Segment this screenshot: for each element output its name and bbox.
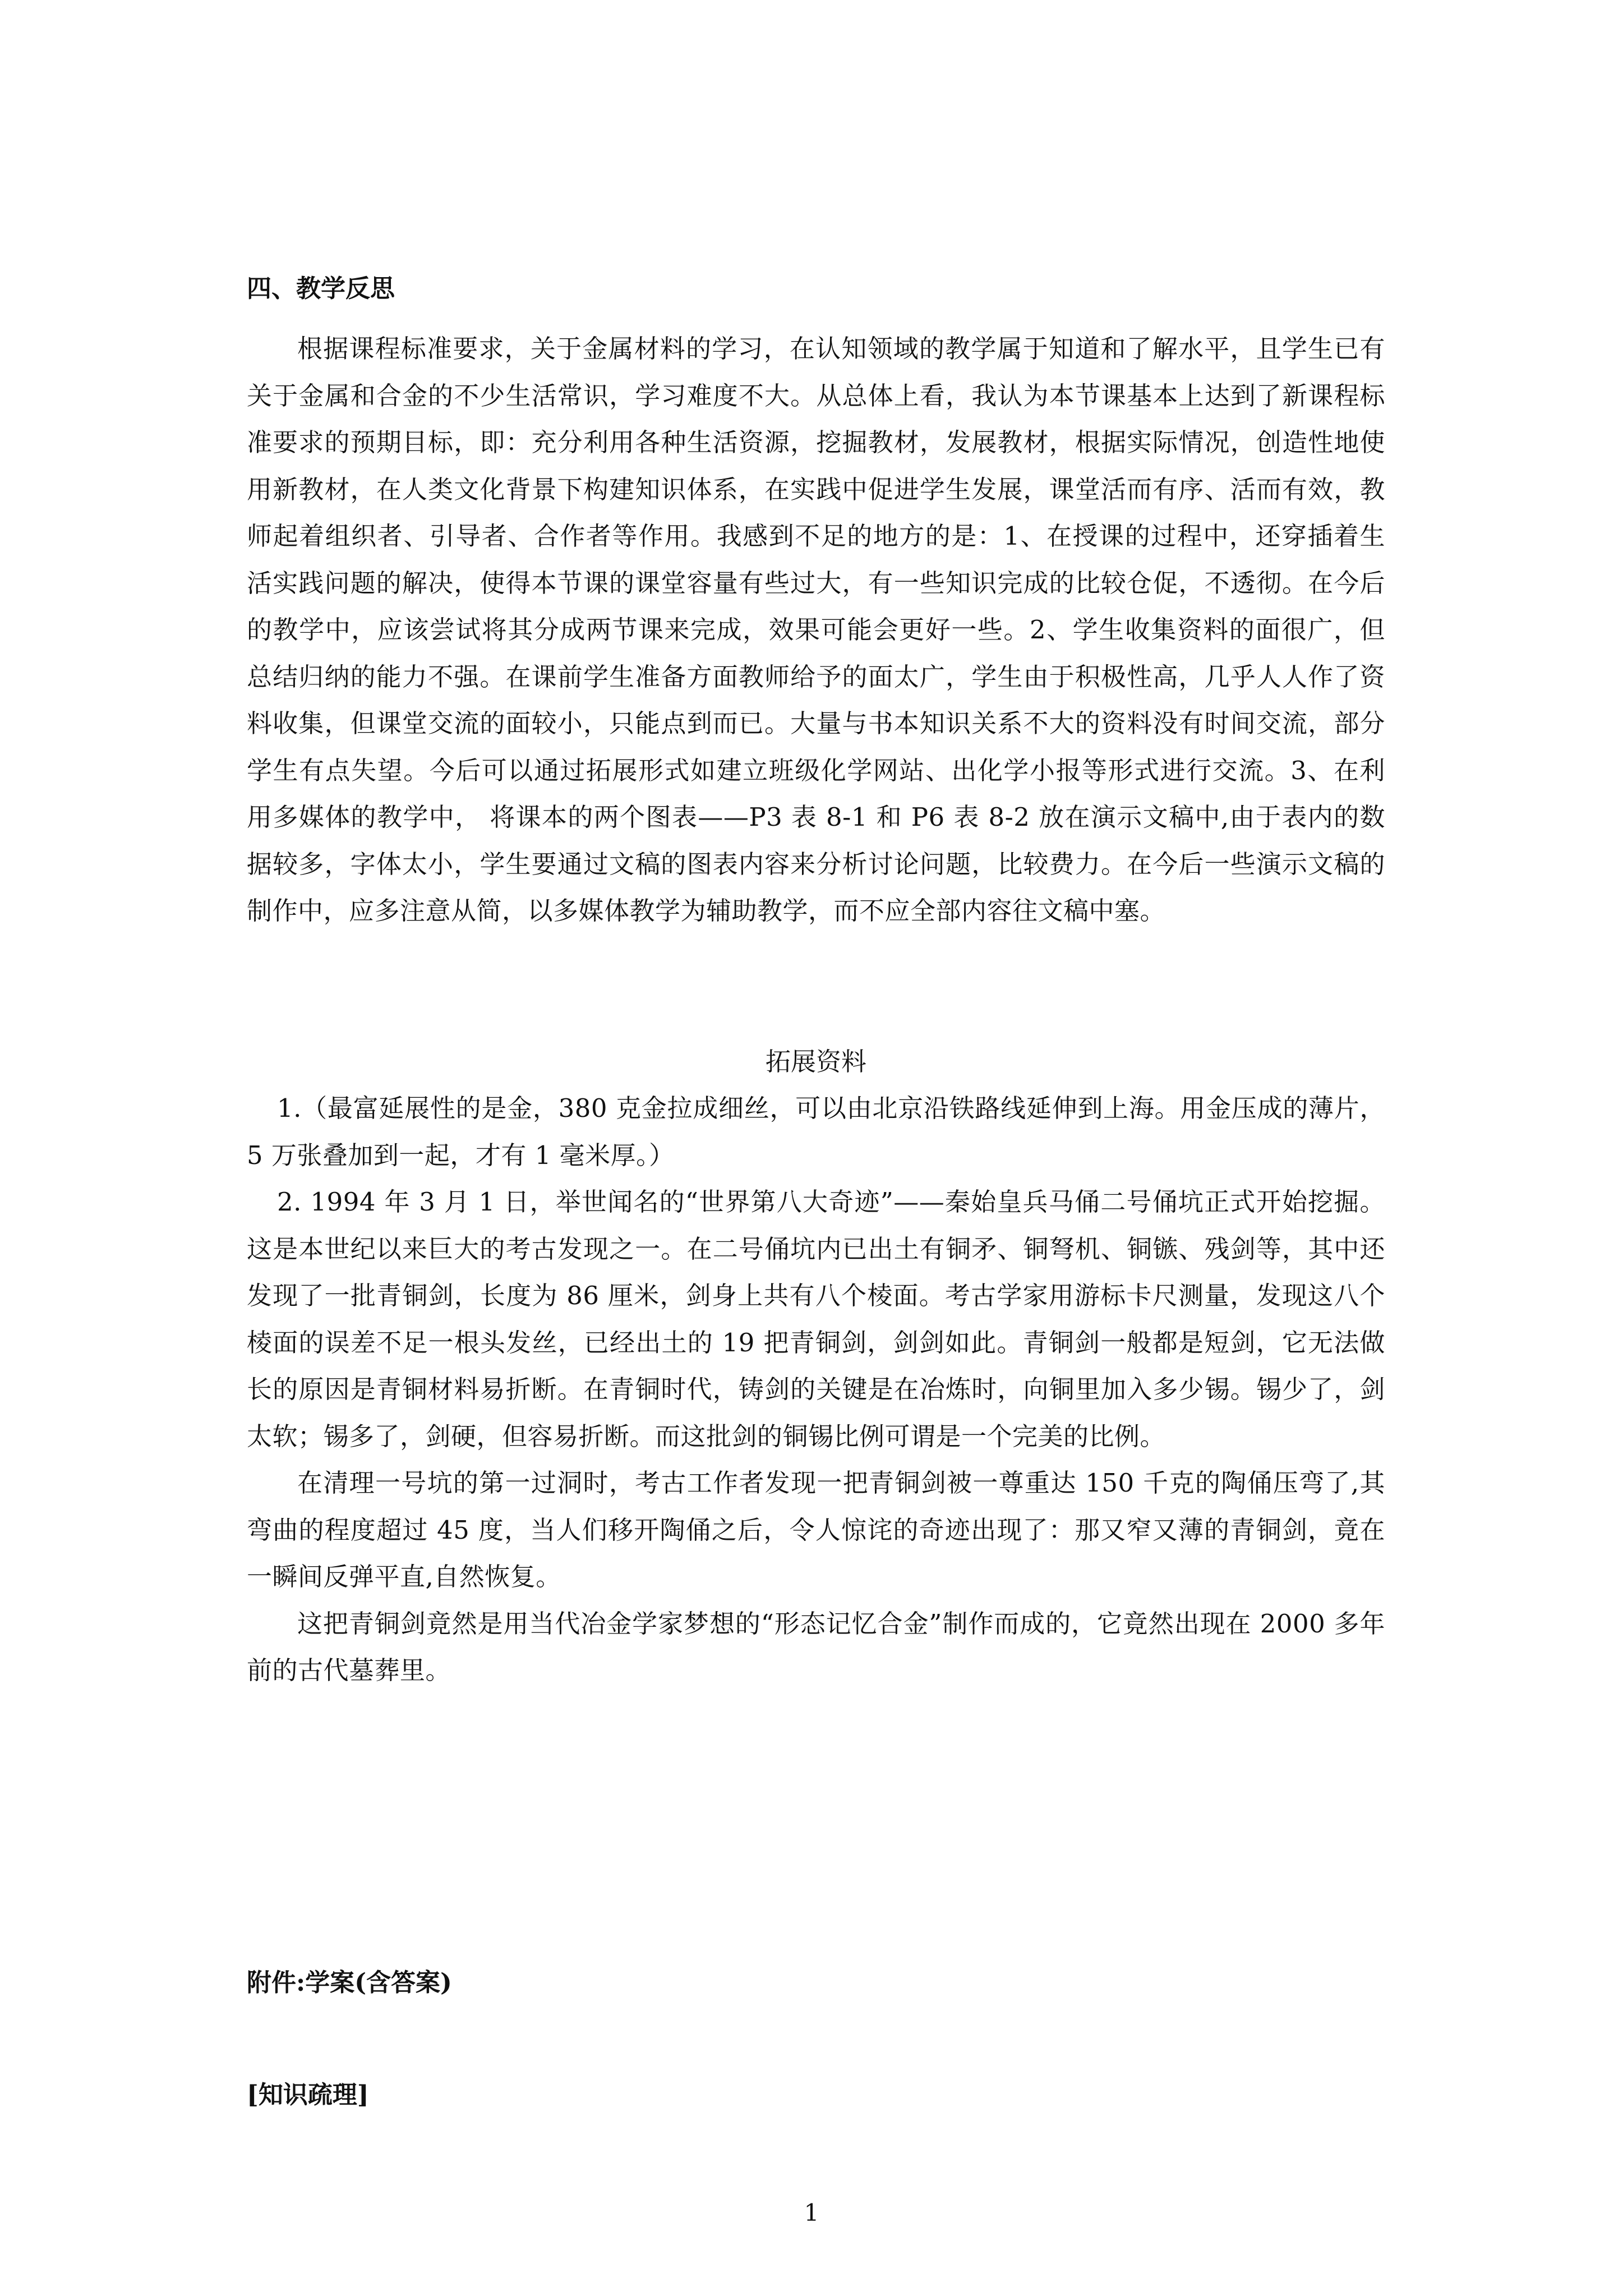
appendix-heading: 附件:学案(含答案) [247,1968,452,1997]
reflection-heading: 四、教学反思 [247,274,395,303]
spacer [247,1694,1385,1958]
extension-paragraph-3: 在清理一号坑的第一过洞时，考古工作者发现一把青铜剑被一尊重达 150 千克的陶俑压弯了,其弯曲的程度超过 45 度，当人们移开陶俑之后，令人惊诧的奇迹出现了：那又窄又薄的青铜剑，竟在一瞬间反弹平直,自然恢复。 [247,1468,1385,1591]
appendix-subheading: [知识疏理] [247,2080,369,2109]
extension-title: 拓展资料 [765,1046,866,1076]
reflection-paragraph: 根据课程标准要求，关于金属材料的学习，在认知领域的教学属于知道和了解水平，且学生已有关于金属和合金的不少生活常识，学习难度不大。从总体上看，我认为本节课基本上达到了新课程标准要求的预期目标，即：充分利用各种生活资源，挖掘教材，发展教材，根据实际情况，创造性地使用新教材，在人类文化背景下构建知识体系，在实践中促进学生发展，课堂活而有序、活而有效，教师起着组织者、引导者、合作者等作用。我感到不足的地方的是：1、在授课的过程中，还穿插着生活实践问题的解决，使得本节课的课堂容量有些过大，有一些知识完成的比较仓促，不透彻。在今后的教学中，应该尝试将其分成两节课来完成，效果可能会更好一些。2、学生收集资料的面很广，但总结归纳的能力不强。在课前学生准备方面教师给予的面太广，学生由于积极性高，几乎人人作了资料收集，但课堂交流的面较小，只能点到而已。大量与书本知识关系不大的资料没有时间交流，部分学生有点失望。今后可以通过拓展形式如建立班级化学网站、出化学小报等形式进行交流。3、在利用多媒体的教学中， 将课本的两个图表——P3 表 8-1 和 P6 表 8-2 放在演示文稿中,由于表内的数据较多，字体太小，学生要通过文稿的图表内容来分析讨论问题，比较费力。在今后一些演示文稿的制作中，应多注意从简，以多媒体教学为辅助教学，而不应全部内容往文稿中塞。 [247,334,1385,926]
page-content [247,264,1385,2120]
extension-paragraph-4: 这把青铜剑竟然是用当代冶金学家梦想的“形态记忆合金”制作而成的，它竟然出现在 2000 多年前的古代墓葬里。 [247,1608,1385,1685]
extension-item-1: 1.（最富延展性的是金，380 克金拉成细丝，可以由北京沿铁路线延伸到上海。用金压成的薄片，5 万张叠加到一起，才有 1 毫米厚。） [247,1093,1385,1170]
page-number: 1 [804,2199,819,2226]
extension-item-2: 2. 1994 年 3 月 1 日，举世闻名的“世界第八大奇迹”——秦始皇兵马俑二号俑坑正式开始挖掘。这是本世纪以来巨大的考古发现之一。在二号俑坑内已出土有铜矛、铜弩机、铜镞、残剑等，其中还发现了一批青铜剑，长度为 86 厘米，剑身上共有八个棱面。考古学家用游标卡尺测量，发现这八个棱面的误差不足一根头发丝，已经出土的 19 把青铜剑，剑剑如此。青铜剑一般都是短剑，它无法做长的原因是青铜材料易折断。在青铜时代，铸剑的关键是在冶炼时，向铜里加入多少锡。锡少了，剑太软；锡多了，剑硬，但容易折断。而这批剑的铜锡比例可谓是一个完美的比例。 [247,1187,1385,1451]
spacer [247,935,1385,1038]
spacer [247,2008,1385,2070]
